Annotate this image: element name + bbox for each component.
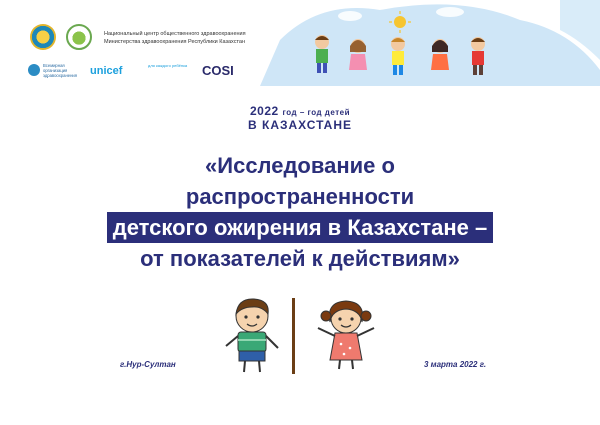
org-line-2: Министерства здравоохранения Республики Казахстан	[104, 39, 246, 45]
year-subtitle: год – год детей	[282, 108, 351, 117]
title-line-2: распространенности	[185, 184, 415, 209]
city-label: г.Нур-Султан	[120, 360, 176, 369]
title-line-3: детского ожирения в Казахстане –	[107, 212, 493, 243]
year-heading	[0, 104, 600, 118]
main-title	[0, 150, 600, 274]
header	[0, 0, 600, 86]
who-logo-icon	[28, 64, 40, 76]
boy-icon	[216, 296, 288, 376]
divider	[292, 298, 295, 374]
unicef-subtitle: для каждого ребёнка	[148, 63, 188, 68]
cosi-logo-icon: COSI	[202, 63, 234, 78]
date-label: 3 марта 2022 г.	[424, 360, 487, 369]
who-text: Всемирная организация здравоохранения	[43, 63, 78, 78]
title-line-4: от показателей к действиям»	[140, 246, 460, 271]
kz-emblem-icon	[30, 24, 56, 50]
org-line-1: Национальный центр общественного здравоохранения	[104, 31, 246, 37]
kids-illustration	[260, 0, 600, 86]
title-line-1: «Исследование о	[205, 153, 395, 178]
year-number: 2022	[249, 104, 279, 118]
year-country: В КАЗАХСТАНЕ	[248, 118, 352, 132]
unicef-logo-icon: unicef	[90, 65, 123, 77]
org-name	[104, 30, 246, 46]
ncph-logo-icon	[66, 24, 92, 50]
girl-icon	[306, 298, 386, 372]
